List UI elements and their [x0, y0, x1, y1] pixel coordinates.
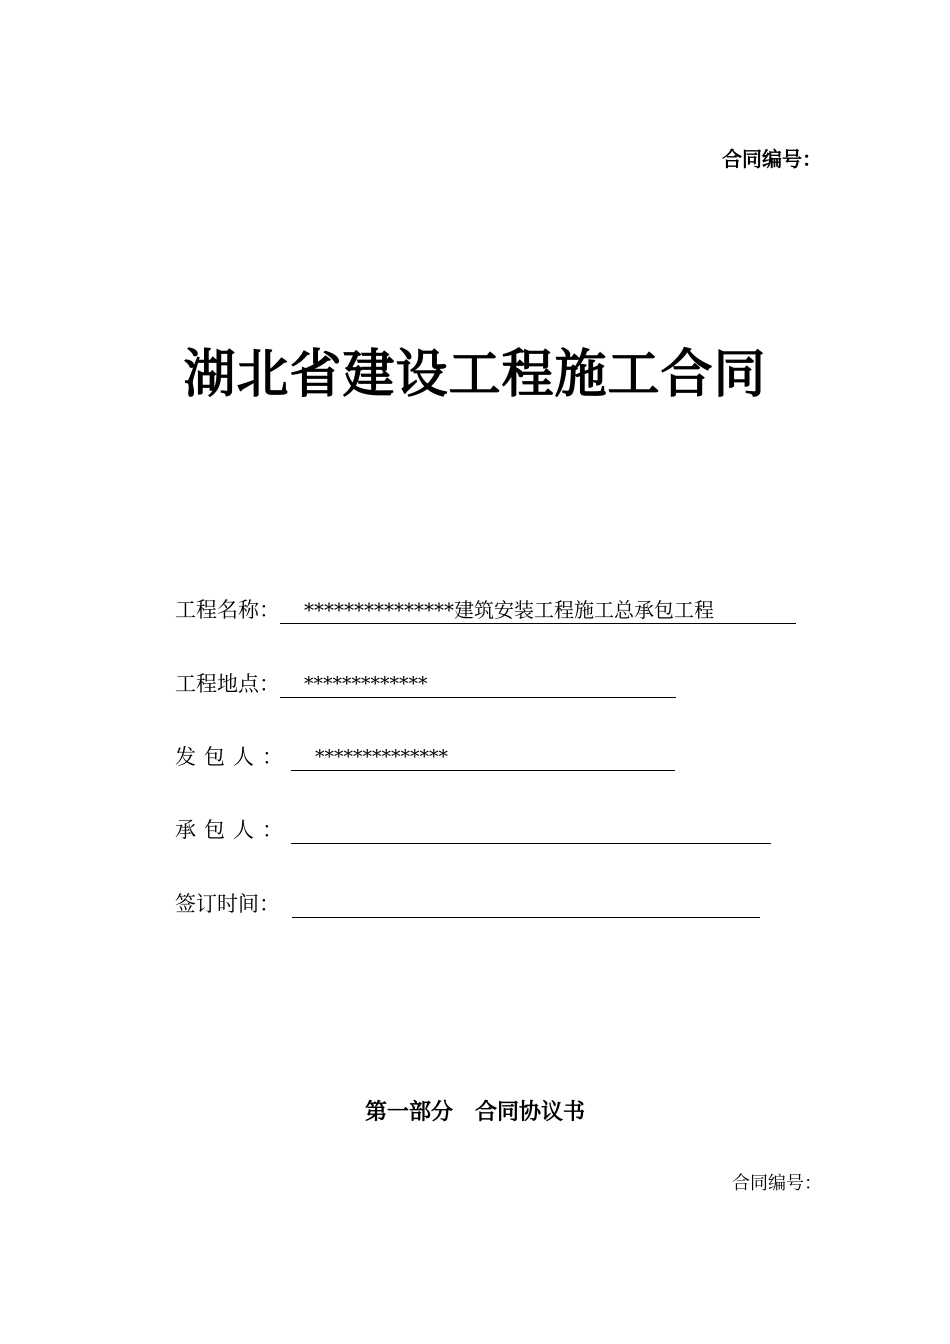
field-project-name	[175, 592, 796, 624]
field-employer	[175, 739, 675, 771]
field-value-underlined: *************	[280, 671, 676, 698]
field-value-underlined	[292, 917, 760, 918]
field-label: 签订时间：	[175, 892, 280, 916]
field-value-underlined	[291, 843, 771, 844]
contract-number-label: 合同编号：	[722, 147, 822, 171]
field-signing-date	[175, 886, 760, 918]
field-project-location	[175, 666, 676, 698]
field-label: 工程名称：	[175, 598, 280, 622]
field-label: 发包人：	[175, 745, 291, 769]
field-label: 承包人：	[175, 818, 291, 842]
field-value-underlined: **************	[291, 744, 675, 771]
field-contractor	[175, 812, 771, 844]
field-value-underlined: ***************建筑安装工程施工总承包工程	[280, 597, 796, 624]
field-label: 工程地点：	[175, 672, 280, 696]
document-title: 湖北省建设工程施工合同	[183, 345, 767, 405]
contract-number-label-bottom: 合同编号：	[732, 1173, 822, 1194]
section-heading: 第一部分 合同协议书	[364, 1100, 585, 1125]
